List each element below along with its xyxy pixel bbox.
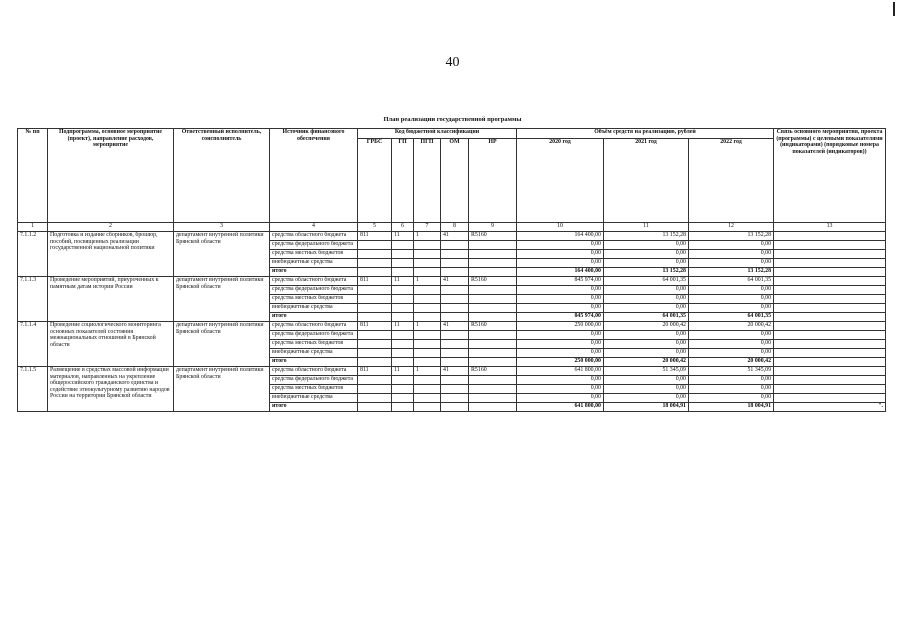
amount-2022: 0,00 — [689, 259, 774, 268]
header-executor: Ответственный исполнитель, соисполнитель — [174, 129, 270, 223]
amount-2020: 0,00 — [517, 241, 604, 250]
amount-2020: 641 800,00 — [517, 367, 604, 376]
funding-source: средства федерального бюджета — [270, 376, 358, 385]
code-cell-empty — [358, 376, 392, 385]
amount-2021: 0,00 — [604, 349, 689, 358]
code-pgp: 1 — [414, 367, 441, 376]
code-cell-empty — [469, 259, 517, 268]
column-number: 13 — [774, 223, 886, 232]
indicator-link — [774, 358, 886, 367]
indicator-link-empty — [774, 367, 886, 376]
code-cell-empty — [358, 259, 392, 268]
indicator-link-empty — [774, 304, 886, 313]
item-number: 7.1.1.5 — [18, 367, 48, 412]
amount-2022: 64 001,35 — [689, 277, 774, 286]
code-cell-empty — [469, 331, 517, 340]
code-cell-empty — [358, 349, 392, 358]
funding-source: итого — [270, 313, 358, 322]
amount-2021: 0,00 — [604, 376, 689, 385]
indicator-link-empty — [774, 376, 886, 385]
table-row — [18, 322, 886, 331]
amount-2020: 164 400,00 — [517, 268, 604, 277]
header-nr: НР — [469, 139, 517, 223]
amount-2022: 13 152,28 — [689, 232, 774, 241]
header-om: ОМ — [441, 139, 469, 223]
header-link: Связь основного мероприятия, проекта (программы) с целевыми показателями (индикаторами) (порядковые номера показателей (индикаторов)) — [774, 129, 886, 223]
code-cell-empty — [441, 403, 469, 412]
amount-2021: 13 152,28 — [604, 268, 689, 277]
amount-2020: 845 974,00 — [517, 277, 604, 286]
indicator-link-empty — [774, 259, 886, 268]
column-number: 7 — [414, 223, 441, 232]
indicator-link-empty — [774, 340, 886, 349]
amount-2020: 0,00 — [517, 349, 604, 358]
amount-2021: 0,00 — [604, 250, 689, 259]
amount-2020: 250 000,00 — [517, 322, 604, 331]
item-executor: департамент внутренней политики Брянской области — [174, 322, 270, 367]
page-number: 40 — [445, 55, 460, 70]
amount-2021: 51 345,09 — [604, 367, 689, 376]
indicator-link — [774, 268, 886, 277]
column-number: 12 — [689, 223, 774, 232]
code-cell-empty — [441, 331, 469, 340]
code-cell-empty — [441, 358, 469, 367]
code-cell-empty — [358, 295, 392, 304]
amount-2021: 64 001,35 — [604, 313, 689, 322]
code-pgp: 1 — [414, 322, 441, 331]
code-cell-empty — [469, 403, 517, 412]
amount-2021: 64 001,35 — [604, 277, 689, 286]
amount-2020: 0,00 — [517, 385, 604, 394]
code-om: 41 — [441, 232, 469, 241]
amount-2022: 0,00 — [689, 241, 774, 250]
code-cell-empty — [392, 250, 414, 259]
code-cell-empty — [441, 349, 469, 358]
table-caption: План реализации государственной программы — [383, 116, 522, 123]
header-2021: 2021 год — [604, 139, 689, 223]
funding-source: внебюджетные средства — [270, 259, 358, 268]
code-cell-empty — [392, 304, 414, 313]
code-grbs: 811 — [358, 277, 392, 286]
code-cell-empty — [441, 259, 469, 268]
amount-2022: 0,00 — [689, 394, 774, 403]
funding-source: средства местных бюджетов — [270, 295, 358, 304]
code-cell-empty — [441, 304, 469, 313]
amount-2022: 20 000,42 — [689, 322, 774, 331]
code-cell-empty — [358, 250, 392, 259]
code-cell-empty — [469, 313, 517, 322]
code-pgp: 1 — [414, 232, 441, 241]
column-number: 6 — [392, 223, 414, 232]
item-name: Проведение мероприятий, приуроченных к памятным датам истории России — [48, 277, 174, 322]
code-cell-empty — [469, 241, 517, 250]
code-cell-empty — [392, 394, 414, 403]
code-grbs: 811 — [358, 367, 392, 376]
column-number: 8 — [441, 223, 469, 232]
scan-corner-mark — [893, 2, 895, 16]
code-om: 41 — [441, 322, 469, 331]
amount-2021: 0,00 — [604, 295, 689, 304]
code-cell-empty — [441, 250, 469, 259]
program-plan-table — [17, 128, 886, 412]
amount-2020: 641 800,00 — [517, 403, 604, 412]
amount-2021: 18 004,91 — [604, 403, 689, 412]
funding-source: внебюджетные средства — [270, 349, 358, 358]
code-cell-empty — [441, 286, 469, 295]
amount-2022: 0,00 — [689, 385, 774, 394]
code-cell-empty — [392, 358, 414, 367]
funding-source: средства местных бюджетов — [270, 250, 358, 259]
code-cell-empty — [441, 376, 469, 385]
code-cell-empty — [414, 304, 441, 313]
funding-source: средства местных бюджетов — [270, 385, 358, 394]
amount-2022: 0,00 — [689, 250, 774, 259]
amount-2021: 0,00 — [604, 394, 689, 403]
code-nr: R5160 — [469, 277, 517, 286]
code-grbs: 811 — [358, 322, 392, 331]
code-cell-empty — [392, 385, 414, 394]
header-grbs: ГРБС — [358, 139, 392, 223]
code-cell-empty — [441, 313, 469, 322]
indicator-link — [774, 313, 886, 322]
indicator-link-empty — [774, 241, 886, 250]
code-cell-empty — [414, 268, 441, 277]
funding-source: средства областного бюджета — [270, 232, 358, 241]
code-cell-empty — [414, 313, 441, 322]
code-cell-empty — [358, 304, 392, 313]
code-cell-empty — [414, 331, 441, 340]
indicator-link-empty — [774, 250, 886, 259]
funding-source: средства федерального бюджета — [270, 331, 358, 340]
funding-source: итого — [270, 403, 358, 412]
indicator-link: ". — [774, 403, 886, 412]
code-grbs: 811 — [358, 232, 392, 241]
header-amount-group: Объём средств на реализацию, рублей — [517, 129, 774, 139]
amount-2020: 0,00 — [517, 340, 604, 349]
code-cell-empty — [469, 295, 517, 304]
code-cell-empty — [414, 250, 441, 259]
indicator-link-empty — [774, 322, 886, 331]
code-pgp: 1 — [414, 277, 441, 286]
column-number: 10 — [517, 223, 604, 232]
table-row — [18, 277, 886, 286]
amount-2022: 0,00 — [689, 295, 774, 304]
code-cell-empty — [469, 394, 517, 403]
amount-2021: 0,00 — [604, 286, 689, 295]
code-cell-empty — [414, 295, 441, 304]
code-cell-empty — [469, 349, 517, 358]
code-cell-empty — [358, 385, 392, 394]
column-number: 5 — [358, 223, 392, 232]
column-number: 9 — [469, 223, 517, 232]
column-number: 2 — [48, 223, 174, 232]
code-cell-empty — [358, 403, 392, 412]
code-cell-empty — [358, 394, 392, 403]
amount-2022: 0,00 — [689, 349, 774, 358]
code-cell-empty — [441, 340, 469, 349]
amount-2022: 18 004,91 — [689, 403, 774, 412]
column-number: 11 — [604, 223, 689, 232]
header-2022: 2022 год — [689, 139, 774, 223]
funding-source: средства областного бюджета — [270, 322, 358, 331]
code-gp: 11 — [392, 367, 414, 376]
header-source: Источник финансового обеспечения — [270, 129, 358, 223]
code-cell-empty — [358, 331, 392, 340]
indicator-link-empty — [774, 349, 886, 358]
header-gp: ГП — [392, 139, 414, 223]
code-cell-empty — [358, 340, 392, 349]
code-cell-empty — [392, 376, 414, 385]
column-number: 4 — [270, 223, 358, 232]
code-cell-empty — [469, 340, 517, 349]
code-cell-empty — [392, 295, 414, 304]
code-cell-empty — [441, 295, 469, 304]
item-executor: департамент внутренней политики Брянской области — [174, 232, 270, 277]
item-name: Проведение социологического мониторинга основных показателей состояния межнациональных отношений в Брянской области — [48, 322, 174, 367]
amount-2022: 0,00 — [689, 331, 774, 340]
item-number: 7.1.1.3 — [18, 277, 48, 322]
amount-2022: 51 345,09 — [689, 367, 774, 376]
amount-2022: 0,00 — [689, 340, 774, 349]
code-cell-empty — [414, 286, 441, 295]
code-cell-empty — [392, 313, 414, 322]
code-cell-empty — [414, 340, 441, 349]
indicator-link-empty — [774, 277, 886, 286]
code-cell-empty — [358, 268, 392, 277]
amount-2020: 845 974,00 — [517, 313, 604, 322]
funding-source: внебюджетные средства — [270, 394, 358, 403]
indicator-link-empty — [774, 295, 886, 304]
code-cell-empty — [358, 286, 392, 295]
item-executor: департамент внутренней политики Брянской области — [174, 367, 270, 412]
funding-source: итого — [270, 268, 358, 277]
amount-2020: 0,00 — [517, 259, 604, 268]
code-cell-empty — [414, 394, 441, 403]
funding-source: средства областного бюджета — [270, 367, 358, 376]
amount-2021: 0,00 — [604, 259, 689, 268]
amount-2021: 0,00 — [604, 304, 689, 313]
amount-2022: 13 152,28 — [689, 268, 774, 277]
code-cell-empty — [414, 241, 441, 250]
amount-2021: 0,00 — [604, 331, 689, 340]
code-cell-empty — [469, 268, 517, 277]
amount-2020: 0,00 — [517, 250, 604, 259]
code-nr: R5160 — [469, 232, 517, 241]
item-name: Размещение в средствах массовой информации материалов, направленных на укрепление общероссийского гражданского единства и содействие этнокультурному развитию народов России на территории Брянской области — [48, 367, 174, 412]
code-cell-empty — [392, 268, 414, 277]
code-cell-empty — [414, 376, 441, 385]
amount-2021: 20 000,42 — [604, 358, 689, 367]
amount-2022: 0,00 — [689, 376, 774, 385]
code-cell-empty — [441, 394, 469, 403]
code-cell-empty — [358, 358, 392, 367]
funding-source: внебюджетные средства — [270, 304, 358, 313]
code-cell-empty — [392, 241, 414, 250]
amount-2020: 164 400,00 — [517, 232, 604, 241]
code-cell-empty — [469, 286, 517, 295]
code-cell-empty — [414, 259, 441, 268]
table-row — [18, 367, 886, 376]
amount-2021: 0,00 — [604, 385, 689, 394]
funding-source: средства федерального бюджета — [270, 241, 358, 250]
amount-2022: 64 001,35 — [689, 313, 774, 322]
amount-2021: 20 000,42 — [604, 322, 689, 331]
header-num: № пп — [18, 129, 48, 223]
amount-2021: 0,00 — [604, 241, 689, 250]
code-cell-empty — [469, 358, 517, 367]
code-cell-empty — [441, 241, 469, 250]
amount-2020: 250 000,00 — [517, 358, 604, 367]
header-name: Подпрограмма, основное мероприятие (проект), направление расходов, мероприятие — [48, 129, 174, 223]
amount-2020: 0,00 — [517, 331, 604, 340]
amount-2021: 13 152,28 — [604, 232, 689, 241]
column-number-row — [18, 223, 886, 232]
code-gp: 11 — [392, 277, 414, 286]
amount-2022: 0,00 — [689, 304, 774, 313]
code-cell-empty — [392, 286, 414, 295]
code-gp: 11 — [392, 322, 414, 331]
code-cell-empty — [469, 385, 517, 394]
funding-source: итого — [270, 358, 358, 367]
indicator-link-empty — [774, 385, 886, 394]
indicator-link-empty — [774, 331, 886, 340]
code-cell-empty — [358, 313, 392, 322]
column-number: 3 — [174, 223, 270, 232]
funding-source: средства областного бюджета — [270, 277, 358, 286]
funding-source: средства федерального бюджета — [270, 286, 358, 295]
item-number: 7.1.1.2 — [18, 232, 48, 277]
amount-2021: 0,00 — [604, 340, 689, 349]
amount-2020: 0,00 — [517, 304, 604, 313]
code-cell-empty — [392, 403, 414, 412]
code-cell-empty — [469, 250, 517, 259]
code-cell-empty — [414, 358, 441, 367]
item-executor: департамент внутренней политики Брянской области — [174, 277, 270, 322]
indicator-link-empty — [774, 286, 886, 295]
amount-2020: 0,00 — [517, 286, 604, 295]
indicator-link-empty — [774, 394, 886, 403]
item-name: Подготовка и издание сборников, брошюр, пособий, посвященных реализации государственной национальной политики — [48, 232, 174, 277]
amount-2022: 20 000,42 — [689, 358, 774, 367]
code-cell-empty — [414, 385, 441, 394]
item-number: 7.1.1.4 — [18, 322, 48, 367]
amount-2020: 0,00 — [517, 376, 604, 385]
header-code-group: Код бюджетной классификации — [358, 129, 517, 139]
amount-2022: 0,00 — [689, 286, 774, 295]
code-nr: R5160 — [469, 367, 517, 376]
code-cell-empty — [392, 340, 414, 349]
code-cell-empty — [414, 349, 441, 358]
code-cell-empty — [441, 385, 469, 394]
code-cell-empty — [392, 331, 414, 340]
code-cell-empty — [392, 259, 414, 268]
code-cell-empty — [392, 349, 414, 358]
code-om: 41 — [441, 367, 469, 376]
code-cell-empty — [414, 403, 441, 412]
code-om: 41 — [441, 277, 469, 286]
header-pgp: ПГП — [414, 139, 441, 223]
code-cell-empty — [469, 304, 517, 313]
header-2020: 2020 год — [517, 139, 604, 223]
amount-2020: 0,00 — [517, 394, 604, 403]
code-gp: 11 — [392, 232, 414, 241]
code-cell-empty — [469, 376, 517, 385]
funding-source: средства местных бюджетов — [270, 340, 358, 349]
code-nr: R5160 — [469, 322, 517, 331]
column-number: 1 — [18, 223, 48, 232]
code-cell-empty — [441, 268, 469, 277]
code-cell-empty — [358, 241, 392, 250]
indicator-link-empty — [774, 232, 886, 241]
amount-2020: 0,00 — [517, 295, 604, 304]
table-row — [18, 232, 886, 241]
